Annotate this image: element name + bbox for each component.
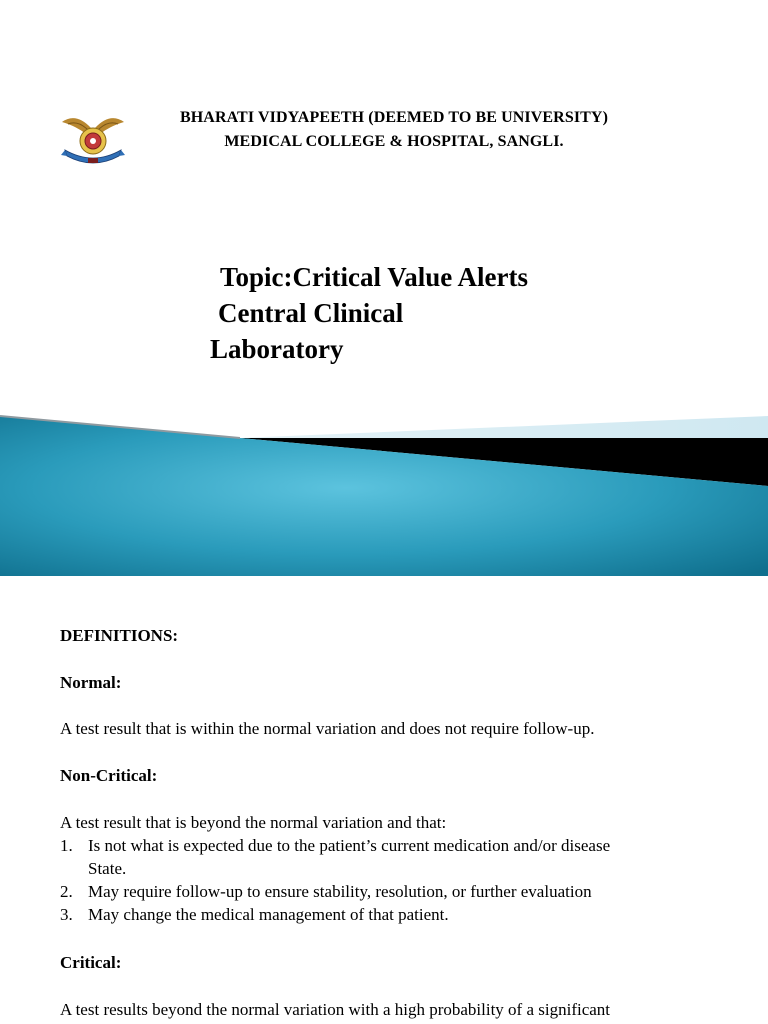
header-university-name: BHARATI VIDYAPEETH (DEEMED TO BE UNIVERSITY) <box>179 109 609 126</box>
list-item-continuation: State. <box>88 859 127 878</box>
critical-definition: A test results beyond the normal variation with a high probability of a significant <box>60 1000 611 1019</box>
topic-title: Topic:Critical Value Alerts <box>220 262 528 292</box>
normal-definition: A test result that is within the normal variation and does not require follow-up. <box>60 719 595 738</box>
topic-subtitle-line1: Central Clinical <box>218 298 404 328</box>
list-item: May change the medical management of that patient. <box>88 905 449 924</box>
list-item: Is not what is expected due to the patient’s current medication and/or disease <box>88 836 611 855</box>
noncritical-heading: Non-Critical: <box>60 766 158 785</box>
header-college-name: MEDICAL COLLEGE & HOSPITAL, SANGLI. <box>224 133 564 150</box>
noncritical-intro: A test result that is beyond the normal variation and that: <box>60 813 447 832</box>
definitions-document <box>0 576 768 1024</box>
decorative-banner <box>0 408 768 576</box>
topic-subtitle-line2: Laboratory <box>210 334 344 364</box>
definitions-heading: DEFINITIONS: <box>60 626 179 645</box>
normal-heading: Normal: <box>60 673 122 692</box>
list-item-number: 3. <box>60 905 73 924</box>
list-item-number: 2. <box>60 882 73 901</box>
list-item-number: 1. <box>60 836 73 855</box>
list-item: May require follow-up to ensure stability, resolution, or further evaluation <box>88 882 592 901</box>
critical-heading: Critical: <box>60 953 122 972</box>
